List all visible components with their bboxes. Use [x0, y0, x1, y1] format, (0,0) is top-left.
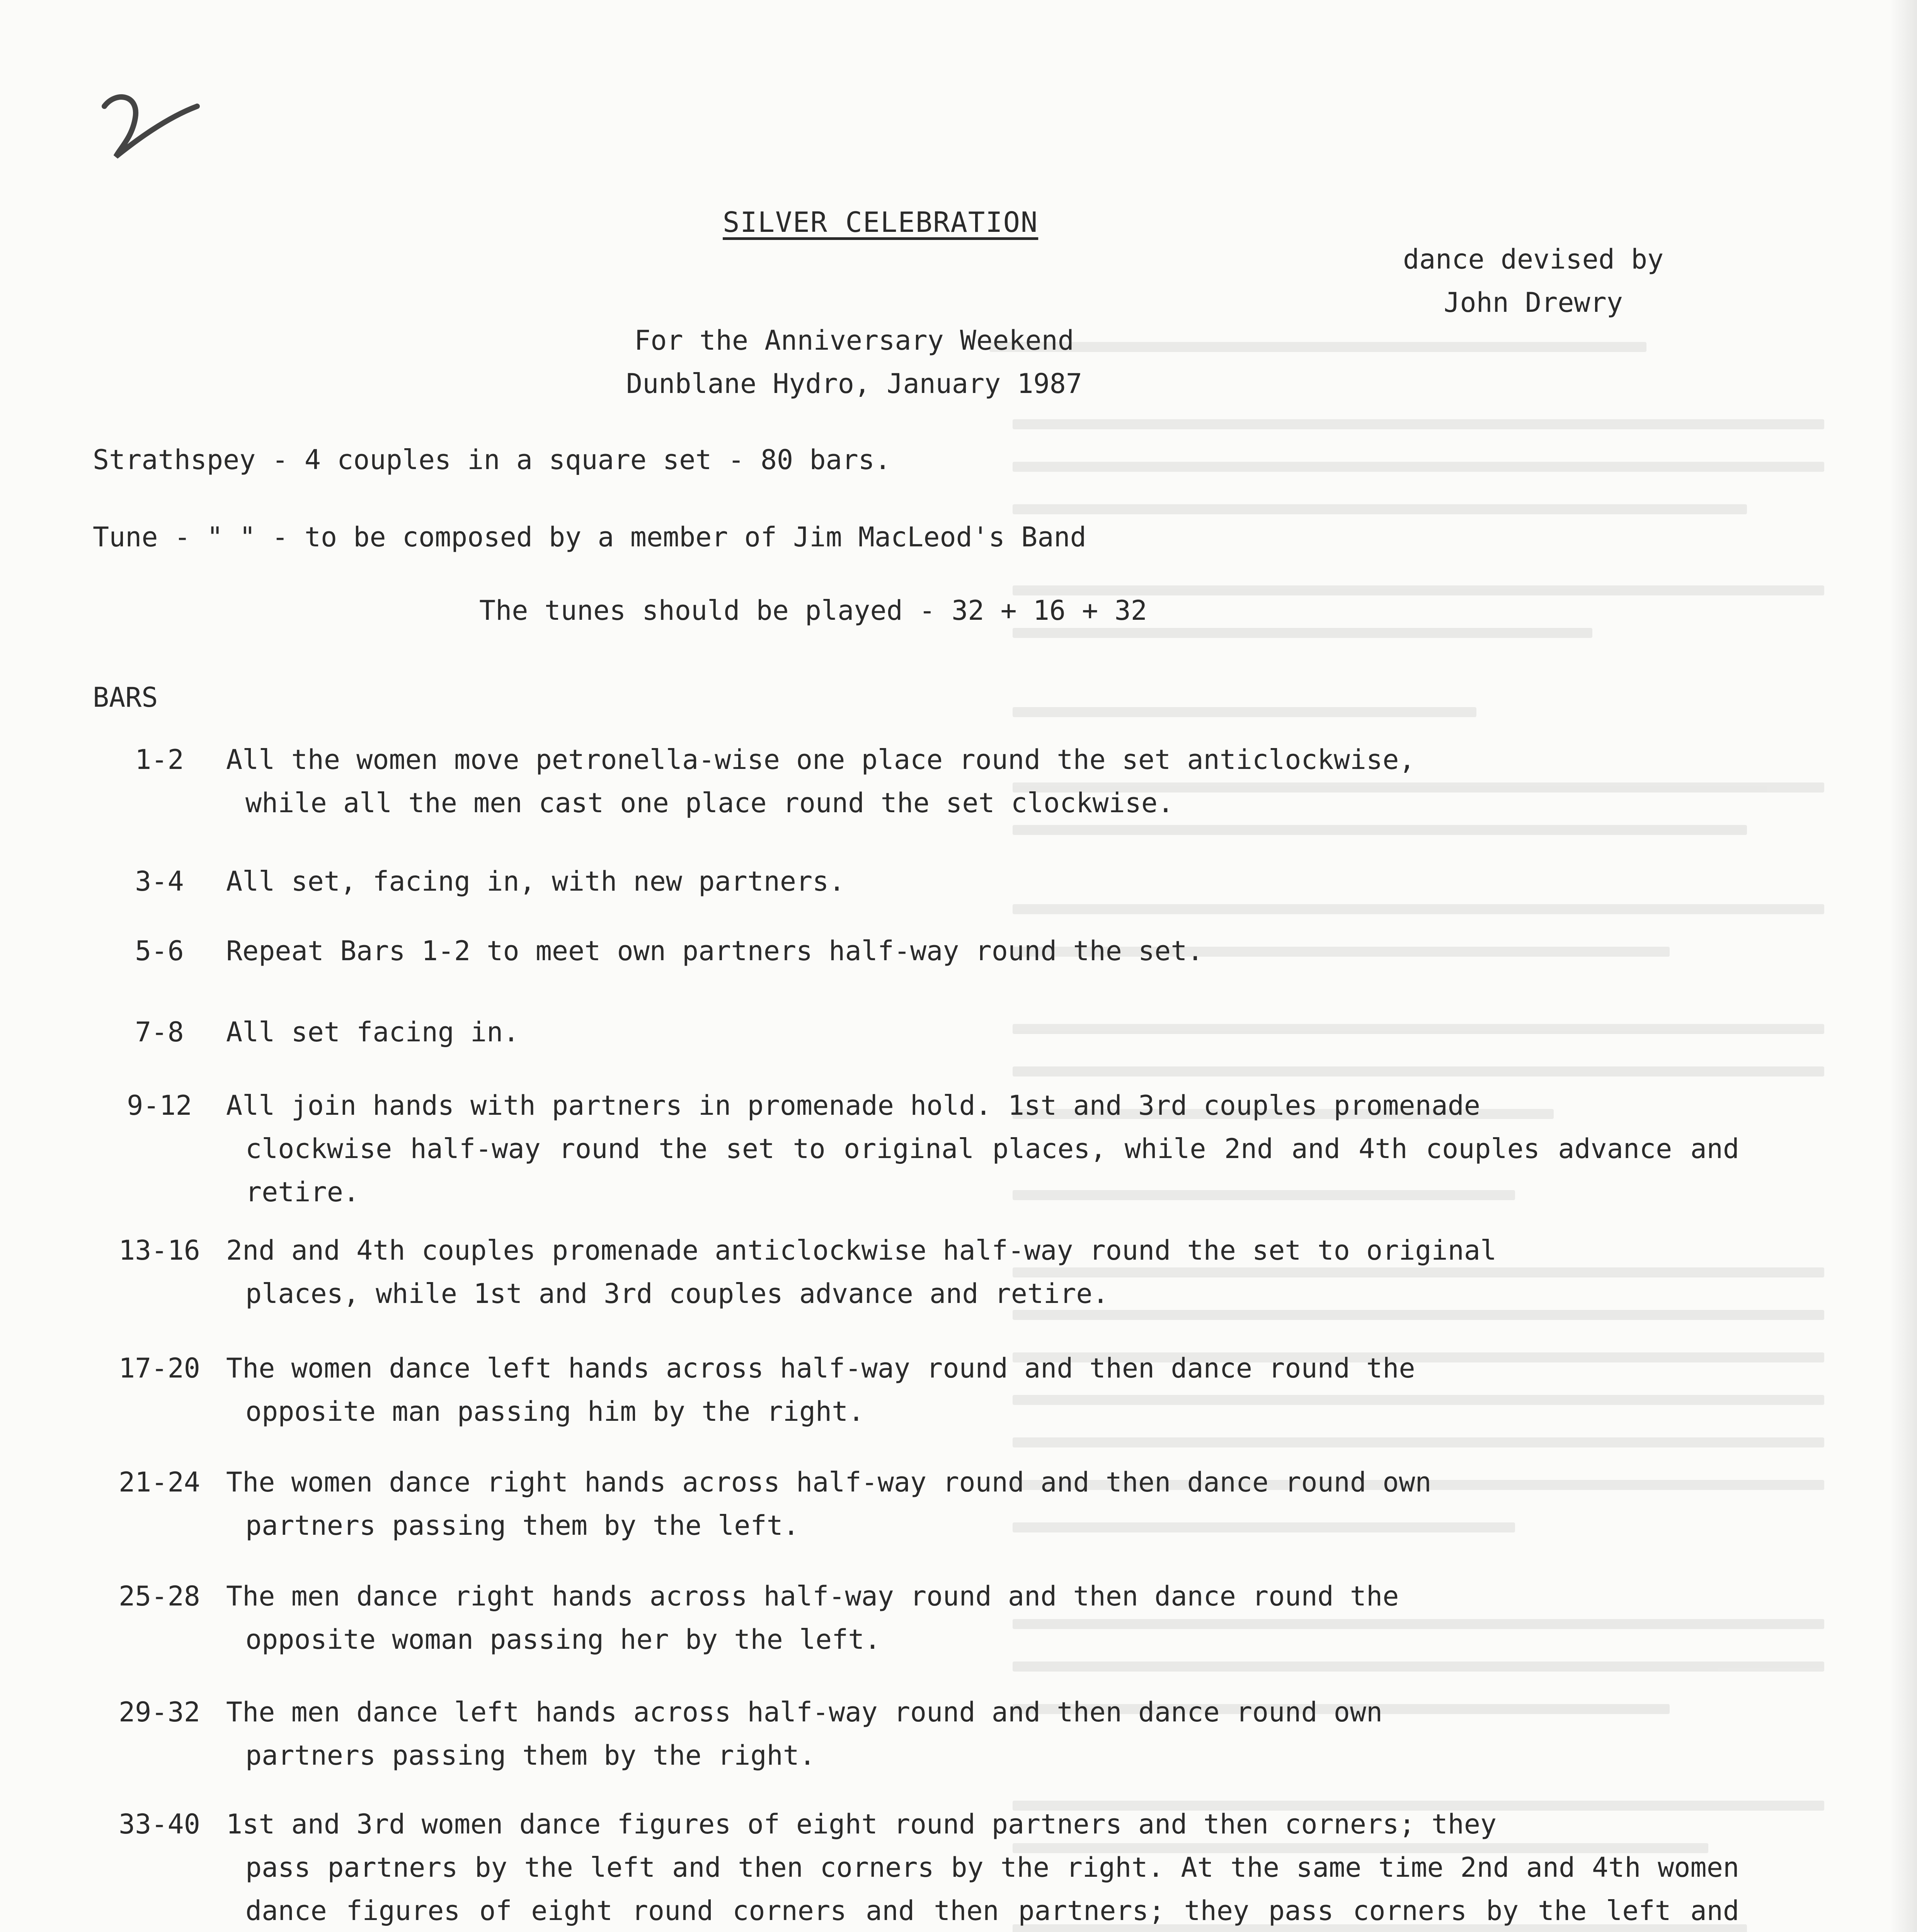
- figure-text-first: 1st and 3rd women dance figures of eight round partners and then corners; they: [226, 1808, 1497, 1840]
- figure-text-rest: while all the men cast one place round the set clockwise.: [245, 787, 1174, 819]
- dance-spec-strathspey: Strathspey - 4 couples in a square set - 80 bars.: [93, 444, 891, 476]
- figure-bars: 33-40: [119, 1808, 200, 1840]
- bars-heading: BARS: [93, 682, 158, 713]
- figure-text-first: The men dance left hands across half-way round and then dance round own: [226, 1696, 1383, 1728]
- dance-title: SILVER CELEBRATION: [723, 206, 1039, 238]
- figure-row: [93, 1803, 1739, 1932]
- figure-bars: 7-8: [135, 1016, 184, 1048]
- figure-row: [93, 1347, 1739, 1433]
- figure-text-rest: opposite woman passing her by the left.: [245, 1624, 881, 1655]
- figure-text: [226, 1461, 1739, 1547]
- figure-text: [226, 1229, 1739, 1315]
- figure-text: [226, 1690, 1739, 1777]
- figure-text-first: The women dance left hands across half-way round and then dance round the: [226, 1352, 1415, 1384]
- figure-row: [93, 1690, 1739, 1777]
- dance-spec-tune: Tune - " " - to be composed by a member of Jim MacLeod's Band: [93, 521, 1086, 553]
- figure-text: [226, 1575, 1739, 1661]
- figure-bars: 17-20: [119, 1352, 200, 1384]
- figure-text: [226, 1803, 1739, 1932]
- figure-text: [226, 1347, 1739, 1433]
- figure-text-first: All join hands with partners in promenade hold. 1st and 3rd couples promenade: [226, 1090, 1481, 1121]
- figure-text: [226, 1010, 1739, 1054]
- figure-row: [93, 1010, 1739, 1054]
- figure-bars: 5-6: [135, 935, 184, 967]
- page-edge-shadow: [1890, 0, 1917, 1932]
- dance-credit: [1403, 238, 1663, 324]
- dance-spec-tunes-played: The tunes should be played - 32 + 16 + 32: [479, 595, 1147, 626]
- figure-text-first: The men dance right hands across half-way round and then dance round the: [226, 1580, 1399, 1612]
- figure-text: [226, 738, 1739, 825]
- occasion-venue: Dunblane Hydro, January 1987: [626, 368, 1083, 400]
- figure-bars: 13-16: [119, 1235, 200, 1266]
- figure-text-first: All set facing in.: [226, 1016, 519, 1048]
- dance-occasion: [626, 319, 1082, 405]
- figure-text-rest: opposite man passing him by the right.: [245, 1396, 865, 1427]
- figure-text: [226, 929, 1739, 973]
- figure-text: [226, 860, 1739, 903]
- handwritten-mark: [89, 83, 205, 168]
- figure-text-first: Repeat Bars 1-2 to meet own partners half-way round the set.: [226, 935, 1204, 967]
- figure-text-rest: partners passing them by the right.: [245, 1740, 816, 1771]
- figure-row: [93, 1575, 1739, 1661]
- figure-text-rest: clockwise half-way round the set to original places, while 2nd and 4th couples advance and retire.: [245, 1133, 1739, 1208]
- figure-text-first: All the women move petronella-wise one place round the set anticlockwise,: [226, 744, 1415, 776]
- credit-author: John Drewry: [1444, 287, 1623, 318]
- figure-text-first: 2nd and 4th couples promenade anticlockwise half-way round the set to original: [226, 1235, 1497, 1266]
- occasion-line: For the Anniversary Weekend: [634, 325, 1074, 356]
- figure-bars: 29-32: [119, 1696, 200, 1728]
- figure-row: [93, 1084, 1739, 1214]
- credit-line: dance devised by: [1403, 243, 1664, 275]
- figure-row: [93, 1461, 1739, 1547]
- figure-text-first: All set, facing in, with new partners.: [226, 866, 845, 897]
- figure-bars: 3-4: [135, 866, 184, 897]
- figure-bars: 21-24: [119, 1466, 200, 1498]
- figure-bars: 1-2: [135, 744, 184, 776]
- figure-row: [93, 929, 1739, 973]
- figure-row: [93, 738, 1739, 825]
- figure-text-first: The women dance right hands across half-way round and then dance round own: [226, 1466, 1432, 1498]
- figure-row: [93, 860, 1739, 903]
- figure-bars: 25-28: [119, 1580, 200, 1612]
- figure-text: [226, 1084, 1739, 1214]
- figure-row: [93, 1229, 1739, 1315]
- figure-text-rest: pass partners by the left and then corners by the right. At the same time 2nd and 4th women dance figures of eight round corners and then partners; they pass corners by the left and: [245, 1852, 1739, 1927]
- figure-bars: 9-12: [127, 1090, 192, 1121]
- figure-text-rest: partners passing them by the left.: [245, 1510, 799, 1541]
- figure-text-rest: places, while 1st and 3rd couples advance and retire.: [245, 1278, 1109, 1310]
